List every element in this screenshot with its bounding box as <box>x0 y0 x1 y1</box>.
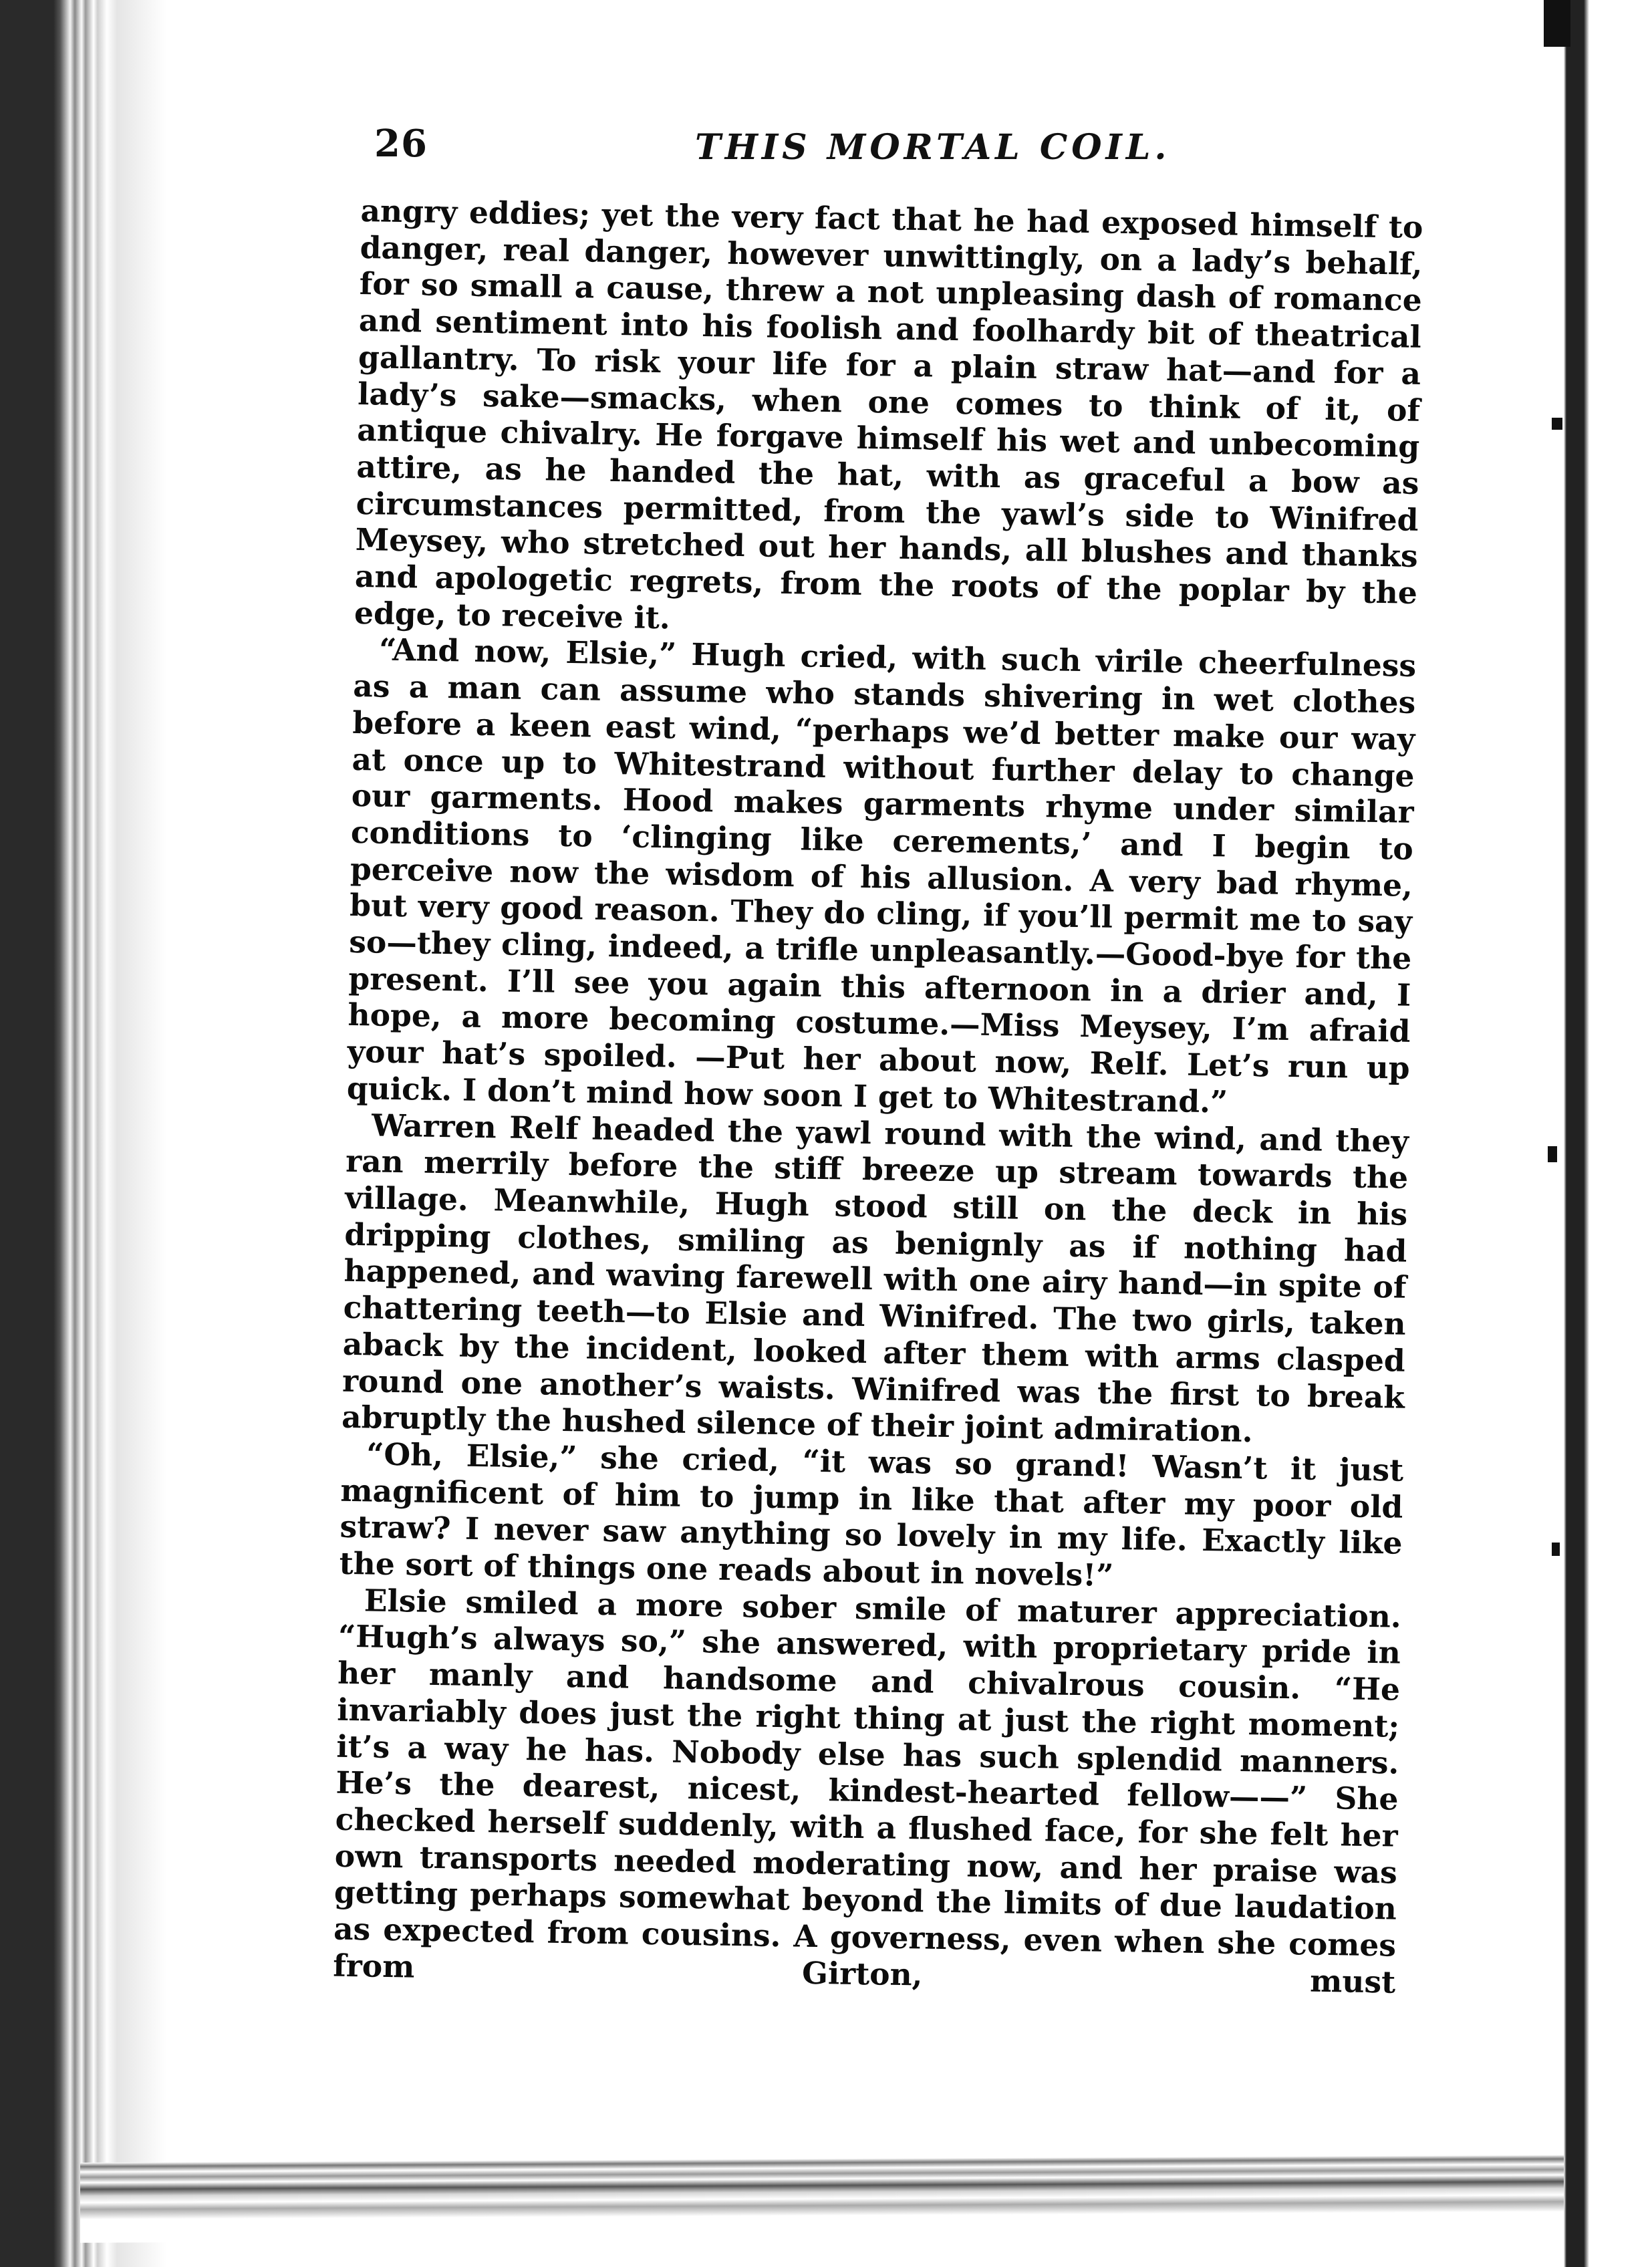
page-number: 26 <box>374 122 428 166</box>
paragraph-5: Elsie smiled a more sober smile of maturer appreciation. “Hugh’s always so,” she answered, with proprietary pride in her manly and handsome and chivalrous cousin. “He invariably does just the right thing at just the right moment; it’s a way he has. Nobody else has such splendid manners. He’s the dearest, nicest, kindest-hearted fellow——” She checked herself suddenly, with a flushed face, for she felt her own transports needed moderating now, and her praise was getting perhaps somewhat beyond the limits of due laudation as expected from cousins. A governess, even when she comes from Girton, must <box>332 1582 1402 2000</box>
book-binding-left <box>0 0 167 2267</box>
running-title: THIS MORTAL COIL. <box>695 127 1171 168</box>
page-body-text <box>333 192 1423 2000</box>
paragraph-2: “And now, Elsie,” Hugh cried, with such virile cheerfulness as a man can assume who stands shivering in wet clothes before a keen east wind, “perhaps we’d better make our way at once up to Whitestrand without further delay to change our garments. Hood makes garments rhyme under similar conditions to ‘clinging like cerements,’ and I begin to perceive now the wisdom of his allusion. A very bad rhyme, but very good reason. They do cling, if you’ll permit me to say so—they cling, indeed, a trifle unpleasantly.—Good-bye for the present. I’ll see you again this afternoon in a drier and, I hope, a more becoming costume.—Miss Meysey, I’m afraid your hat’s spoiled. —Put her about now, Relf. Let’s run up quick. I don’t mind how soon I get to Whitestrand.” <box>346 631 1417 1120</box>
paragraph-1: angry eddies; yet the very fact that he had exposed himself to danger, real danger, however unwittingly, on a lady’s behalf, for so small a cause, threw a not unpleasing dash of romance and sentiment into his foolish and foolhardy bit of theatrical gallantry. To risk your life for a plain straw hat—and for a lady’s sake—smacks, when one comes to think of it, of antique chivalry. He forgave himself his wet and unbecoming attire, as he handed the hat, with as graceful a bow as circumstances permitted, from the yawl’s side to Winifred Meysey, who stretched out her hands, all blushes and thanks and apologetic regrets, from the roots of the poplar by the edge, to receive it. <box>354 192 1423 636</box>
margin-mark-3 <box>1552 1543 1560 1556</box>
paragraph-3: Warren Relf headed the yawl round with the wind, and they ran merrily before the stiff breeze up stream towards the village. Meanwhile, Hugh stood still on the deck in his dripping clothes, smiling as benignly as if nothing had happened, and waving farewell with one airy hand—in spite of chattering teeth—to Elsie and Winifred. The two girls, taken aback by the incident, looked after them with arms clasped round one another’s waists. Winifred was the first to break abruptly the hushed silence of their joint admiration. <box>341 1107 1409 1450</box>
margin-mark-1 <box>1552 418 1562 430</box>
margin-mark-2 <box>1548 1146 1557 1162</box>
page-edge-right-top <box>1544 0 1570 47</box>
paragraph-4: “Oh, Elsie,” she cried, “it was so grand! Wasn’t it just magnificent of him to jump in like that after my poor old straw? I never saw anything so lovely in my life. Exactly like the sort of things one reads about in novels!” <box>339 1436 1404 1593</box>
book-binding-bottom <box>80 2155 1564 2243</box>
page-header <box>374 122 1390 188</box>
page-edge-right <box>1557 0 1652 2267</box>
